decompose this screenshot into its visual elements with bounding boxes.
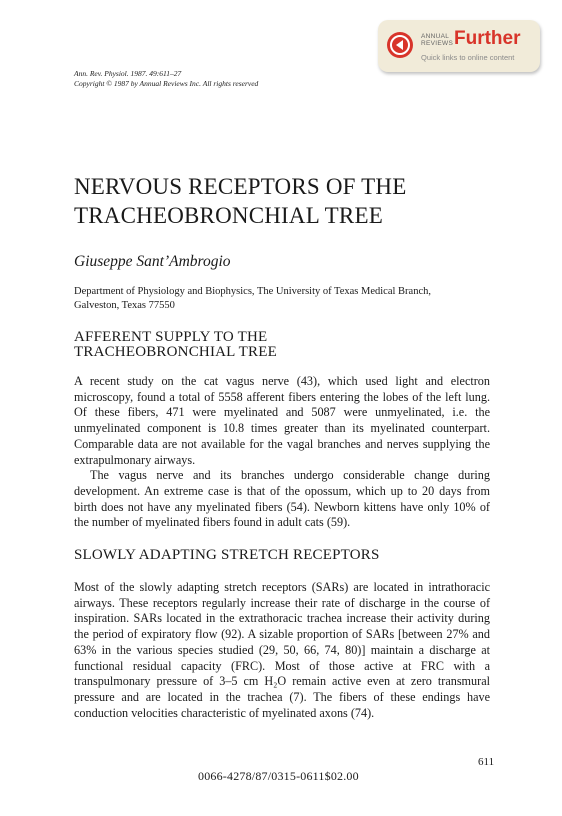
heading-line-2: TRACHEOBRONCHIAL TREE — [74, 344, 277, 360]
paragraph: The vagus nerve and its branches undergo considerable change during development. An extreme case is that of the opossum, which up to 20 days from birth does not have any myelinated fibers (54). Newborn kittens have only 10% of the number of myelinated fibers found in adult cats (59). — [74, 468, 490, 530]
author-name: Giuseppe Sant’Ambrogio — [74, 253, 231, 270]
article-title — [74, 172, 406, 230]
heading-line-1: AFFERENT SUPPLY TO THE — [74, 329, 268, 345]
affiliation-line-1: Department of Physiology and Biophysics, The University of Texas Medical Branch, — [74, 286, 431, 297]
section-heading-stretch-receptors: SLOWLY ADAPTING STRETCH RECEPTORS — [74, 547, 380, 563]
author-affiliation — [74, 285, 494, 313]
further-badge[interactable] — [378, 20, 540, 72]
section-heading-afferent-supply — [74, 330, 277, 360]
title-line-2: TRACHEOBRONCHIAL TREE — [74, 203, 383, 228]
citation-line-2: Copyright © 1987 by Annual Reviews Inc. All rights reserved — [74, 79, 259, 88]
paragraph: A recent study on the cat vagus nerve (43), which used light and electron microscopy, found a total of 5558 afferent fibers entering the lobes of the left lung. Of these fibers, 471 were myelinated and 5087 were unmyelinated, i.e. the unmyelinated component is 10.8 times greater than its myelinated counterpart. Comparable data are not available for the vagal branches and nerves supplying the extrapulmonary airways. — [74, 374, 490, 467]
badge-brand: Further — [454, 28, 521, 49]
badge-annual-label: ANNUAL — [421, 33, 450, 40]
citation-line-1: Ann. Rev. Physiol. 1987. 49:611–27 — [74, 69, 182, 78]
page-number: 611 — [478, 756, 495, 768]
badge-reviews-label: REVIEWS — [421, 40, 454, 47]
badge-tagline: Quick links to online content — [421, 53, 515, 62]
section-body-stretch-receptors — [74, 580, 490, 721]
affiliation-line-2: Galveston, Texas 77550 — [74, 300, 175, 311]
title-line-1: NERVOUS RECEPTORS OF THE — [74, 174, 407, 199]
paragraph: Most of the slowly adapting stretch receptors (SARs) are located in intrathoracic airways. These receptors regularly increase their rate of discharge in the course of inspiration. SARs located in the extrathoracic trachea increase their activity during the period of expiratory flow (92). A sizable proportion of SARs [between 27% and 63% in the various species studied (29, 50, 66, 74, 80)] maintain a discharge at functional residual capacity (FRC). Most of those active at FRC with a transpulmonary pressure of 3–5 cm H₂O remain active even at zero transmural pressure and are located in the trachea (7). The fibers of these endings have conduction velocities characteristic of myelinated axons (74). — [74, 580, 490, 720]
annual-reviews-logo-icon — [387, 32, 413, 58]
journal-citation — [74, 69, 258, 89]
section-body-afferent-supply — [74, 374, 490, 531]
article-identifier: 0066-4278/87/0315-0611$02.00 — [198, 769, 359, 783]
